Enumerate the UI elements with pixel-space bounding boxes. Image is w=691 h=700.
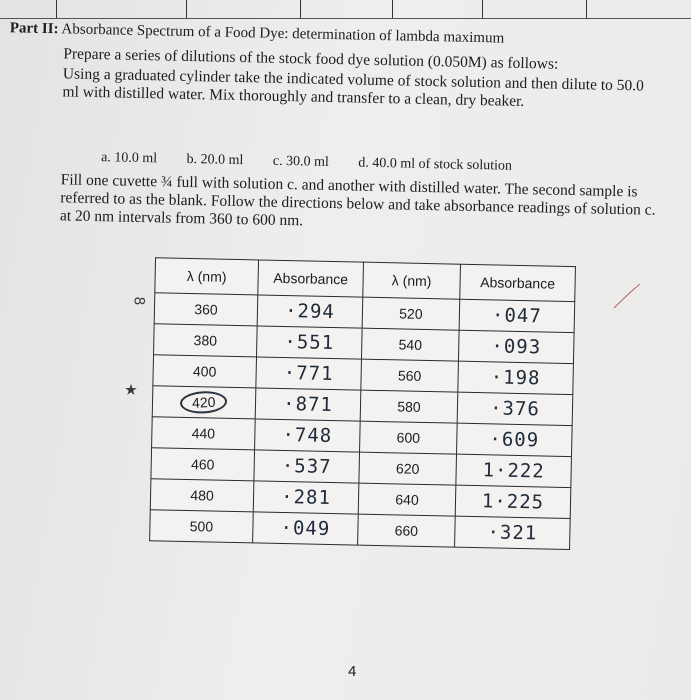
header-absorbance-1: Absorbance <box>258 260 364 297</box>
page-number: 4 <box>348 663 357 680</box>
wavelength-cell: 560 <box>361 359 459 392</box>
absorbance-cell: ·049 <box>253 512 359 545</box>
absorbance-cell: 1·225 <box>455 485 571 518</box>
wavelength-cell: 540 <box>361 328 459 361</box>
absorbance-cell: ·198 <box>458 361 574 394</box>
absorbance-table <box>149 257 576 550</box>
part-title: Absorbance Spectrum of a Food Dye: determination of lambda maximum <box>61 21 505 47</box>
wavelength-cell: 480 <box>150 479 254 512</box>
wavelength-cell: 360 <box>154 293 258 326</box>
absorbance-cell: ·771 <box>256 357 362 390</box>
circled-wavelength: 420 <box>180 390 228 414</box>
wavelength-cell-circled <box>152 386 256 419</box>
margin-eight-mark: 8 <box>130 296 147 306</box>
option-c: c. 30.0 ml <box>272 153 330 170</box>
absorbance-cell: ·093 <box>458 330 574 363</box>
header-wavelength-1: λ (nm) <box>155 258 259 295</box>
wavelength-cell: 460 <box>151 448 255 481</box>
wavelength-cell: 440 <box>152 417 256 450</box>
absorbance-cell: ·376 <box>457 392 573 425</box>
absorbance-cell: ·294 <box>257 295 363 328</box>
absorbance-cell: ·047 <box>459 299 575 332</box>
absorbance-cell: ·321 <box>455 516 571 549</box>
absorbance-cell: ·551 <box>256 326 362 359</box>
absorbance-cell: ·281 <box>253 481 359 514</box>
wavelength-cell: 660 <box>358 514 456 547</box>
instruction-prepare: Prepare a series of dilutions of the stock food dye solution (0.050M) as follows: <box>63 45 559 73</box>
header-absorbance-2: Absorbance <box>460 264 576 301</box>
pen-tick-mark <box>612 282 642 312</box>
previous-table-edge <box>0 0 691 20</box>
dilution-options <box>101 150 538 175</box>
absorbance-cell: 1·222 <box>456 454 572 487</box>
absorbance-cell: ·871 <box>255 388 361 421</box>
option-b: b. 20.0 ml <box>186 151 244 169</box>
part-heading <box>10 20 505 47</box>
header-wavelength-2: λ (nm) <box>363 262 461 299</box>
wavelength-cell: 500 <box>150 510 254 543</box>
wavelength-cell: 580 <box>360 390 458 423</box>
instruction-fill: Fill one cuvette ¾ full with solution c. and another with distilled water. The second sample is referred to as the blank. Follow the directions below and take absorbance readings of solution c. at 20 nm intervals from 360 to 600 nm. <box>59 171 656 230</box>
wavelength-cell: 640 <box>358 483 456 516</box>
absorbance-cell: ·537 <box>254 450 360 483</box>
wavelength-cell: 400 <box>153 355 257 388</box>
wavelength-cell: 600 <box>360 421 458 454</box>
wavelength-cell: 620 <box>359 452 457 485</box>
option-a: a. 10.0 ml <box>100 150 158 167</box>
absorbance-cell: ·609 <box>457 423 573 456</box>
instruction-using: Using a graduated cylinder take the indicated volume of stock solution and then dilute to 50.0 ml with distilled water. Mix thoroughly and transfer to a clean, dry beaker. <box>62 65 645 110</box>
option-d: d. 40.0 ml of stock solution <box>358 155 513 174</box>
page-content <box>0 20 691 545</box>
wavelength-cell: 380 <box>154 324 258 357</box>
star-icon: ★ <box>124 380 138 399</box>
part-label: Part II: <box>9 20 59 38</box>
absorbance-cell: ·748 <box>255 419 361 452</box>
wavelength-cell: 520 <box>362 297 460 330</box>
